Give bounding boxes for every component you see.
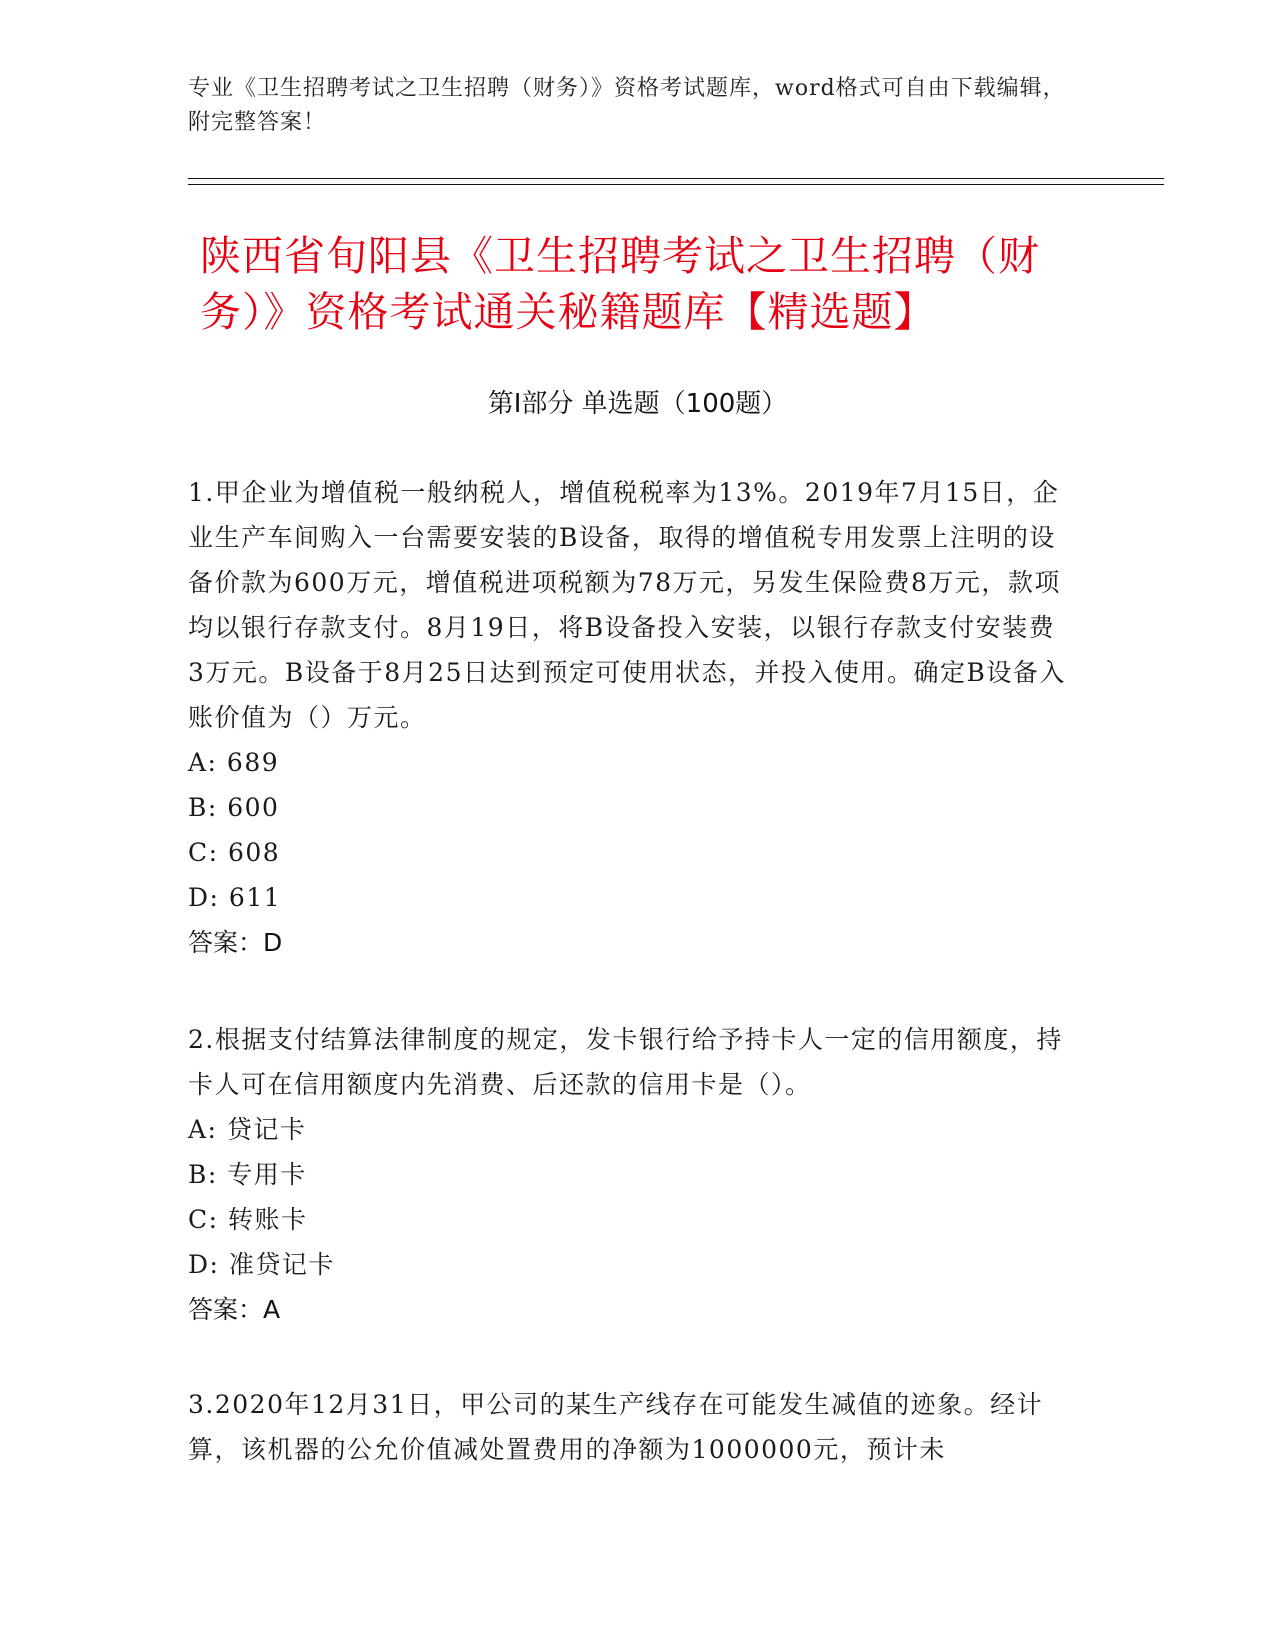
- option-d: D: 准贷记卡: [188, 1250, 335, 1279]
- document-title: 陕西省旬阳县《卫生招聘考试之卫生招聘（财务）》资格考试通关秘籍题库【精选题】: [200, 232, 1040, 336]
- option-a: A: 689: [188, 748, 280, 777]
- question-2: [188, 1017, 1068, 1332]
- question-stem: 1.甲企业为增值税一般纳税人，增值税税率为13%。2019年7月15日，企业生产车间购入一台需要安装的B设备，取得的增值税专用发票上注明的设备价款为600万元，增值税进项税额为78万元，另发生保险费8万元，款项均以银行存款支付。8月19日，将B设备投入安装，以银行存款支付安装费3万元。B设备于8月25日达到预定可使用状态，并投入使用。确定B设备入账价值为（）万元。: [188, 478, 1066, 732]
- answer: 答案：D: [188, 928, 283, 957]
- question-3: [188, 1382, 1068, 1472]
- option-c: C: 608: [188, 838, 281, 867]
- question-1: [188, 470, 1068, 965]
- option-a: A: 贷记卡: [188, 1115, 307, 1144]
- option-b: B: 专用卡: [188, 1160, 307, 1189]
- option-c: C: 转账卡: [188, 1205, 308, 1234]
- option-d: D: 611: [188, 883, 282, 912]
- section-heading: 第Ⅰ部分 单选题（100题）: [487, 389, 788, 419]
- question-stem: 3.2020年12月31日，甲公司的某生产线存在可能发生减值的迹象。经计算，该机器的公允价值减处置费用的净额为1000000元，预计未: [188, 1390, 1044, 1464]
- option-b: B: 600: [188, 793, 280, 822]
- header-divider-bottom: [188, 184, 1164, 185]
- answer: 答案：A: [188, 1295, 281, 1324]
- question-stem: 2.根据支付结算法律制度的规定，发卡银行给予持卡人一定的信用额度，持卡人可在信用额度内先消费、后还款的信用卡是（）。: [188, 1025, 1063, 1099]
- header-note: 专业《卫生招聘考试之卫生招聘（财务）》资格考试题库，word格式可自由下载编辑，附完整答案！: [188, 76, 1066, 135]
- header-divider-top: [188, 178, 1164, 179]
